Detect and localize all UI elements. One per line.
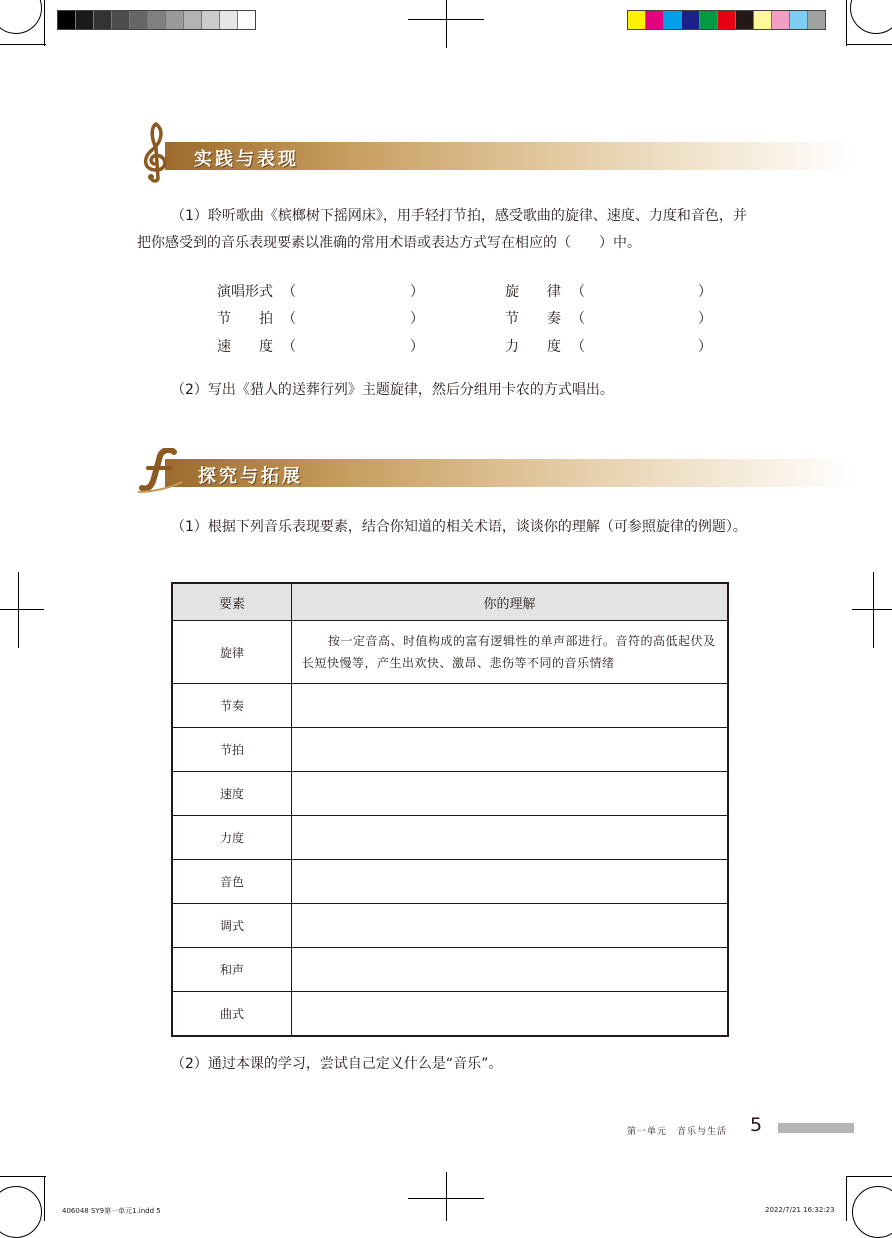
- color-swatch: [184, 11, 202, 29]
- practice-title: 实践与表现: [194, 149, 299, 170]
- table-row: [172, 728, 728, 772]
- color-swatch: [790, 11, 808, 29]
- element-cell: 调式: [172, 904, 292, 948]
- color-swatch: [94, 11, 112, 29]
- fill-label: 力 度: [505, 339, 561, 355]
- page-number: 5: [750, 1114, 763, 1136]
- table-row: [172, 684, 728, 728]
- understanding-cell[interactable]: [292, 816, 729, 860]
- fill-label: 速 度: [217, 339, 273, 355]
- understanding-cell[interactable]: [292, 992, 729, 1037]
- explore-title: 探究与拓展: [198, 466, 303, 487]
- fill-label: 演唱形式: [217, 284, 273, 300]
- elements-table: [171, 582, 729, 1037]
- treble-clef-icon: [134, 120, 178, 184]
- color-swatch: [166, 11, 184, 29]
- practice-item-2: （2）写出《猎人的送葬行列》主题旋律，然后分组用卡农的方式唱出。: [171, 382, 614, 398]
- header-understanding: 你的理解: [292, 583, 729, 621]
- table-row: [172, 992, 728, 1037]
- forte-icon: [136, 448, 184, 494]
- understanding-cell[interactable]: [292, 772, 729, 816]
- color-swatch: [130, 11, 148, 29]
- table-row: [172, 816, 728, 860]
- color-swatch: [58, 11, 76, 29]
- table-row: [172, 621, 728, 684]
- color-swatch: [238, 11, 255, 29]
- color-swatch: [754, 11, 772, 29]
- gray-color-bar: [57, 10, 256, 30]
- element-cell: 力度: [172, 816, 292, 860]
- table-row: [172, 904, 728, 948]
- understanding-cell[interactable]: [292, 728, 729, 772]
- element-cell: 音色: [172, 860, 292, 904]
- color-swatch: [628, 11, 646, 29]
- element-cell: 旋律: [172, 621, 292, 684]
- fill-label: 节 拍: [217, 311, 273, 327]
- process-color-bar: [627, 10, 826, 30]
- table-row: [172, 948, 728, 992]
- explore-item-2: （2）通过本课的学习，尝试自己定义什么是“音乐”。: [171, 1056, 503, 1072]
- color-swatch: [202, 11, 220, 29]
- color-swatch: [808, 11, 825, 29]
- element-cell: 速度: [172, 772, 292, 816]
- understanding-cell[interactable]: [292, 948, 729, 992]
- element-cell: 曲式: [172, 992, 292, 1037]
- understanding-cell: 按一定音高、时值构成的富有逻辑性的单声部进行。音符的高低起伏及长短快慢等，产生出欢快、激昂、悲伤等不同的音乐情绪: [292, 621, 729, 684]
- color-swatch: [112, 11, 130, 29]
- header-element: 要素: [172, 583, 292, 621]
- table-row: [172, 772, 728, 816]
- color-swatch: [76, 11, 94, 29]
- color-swatch: [148, 11, 166, 29]
- understanding-cell[interactable]: [292, 684, 729, 728]
- color-swatch: [718, 11, 736, 29]
- element-cell: 节奏: [172, 684, 292, 728]
- print-slug-file: 406048 SY9第一单元1.indd 5: [62, 1207, 161, 1215]
- color-swatch: [772, 11, 790, 29]
- understanding-cell[interactable]: [292, 860, 729, 904]
- print-slug-timestamp: 2022/7/21 16:32:23: [765, 1206, 835, 1214]
- color-swatch: [646, 11, 664, 29]
- color-swatch: [736, 11, 754, 29]
- table-header-row: [172, 583, 728, 621]
- color-swatch: [682, 11, 700, 29]
- color-swatch: [664, 11, 682, 29]
- fill-label: 节 奏: [505, 311, 561, 327]
- table-row: [172, 860, 728, 904]
- element-cell: 节拍: [172, 728, 292, 772]
- understanding-cell[interactable]: [292, 904, 729, 948]
- fill-label: 旋 律: [505, 284, 561, 300]
- page-tab-bar: [778, 1123, 854, 1133]
- practice-item-1: （1）聆听歌曲《槟榔树下摇网床》，用手轻打节拍，感受歌曲的旋律、速度、力度和音色，并把你感受到的音乐表现要素以准确的常用术语或表达方式写在相应的（ ）中。: [137, 208, 747, 251]
- element-cell: 和声: [172, 948, 292, 992]
- color-swatch: [700, 11, 718, 29]
- explore-item-1: （1）根据下列音乐表现要素，结合你知道的相关术语，谈谈你的理解（可参照旋律的例题）。: [171, 519, 747, 535]
- unit-label: 第一单元 音乐与生活: [627, 1127, 728, 1137]
- color-swatch: [220, 11, 238, 29]
